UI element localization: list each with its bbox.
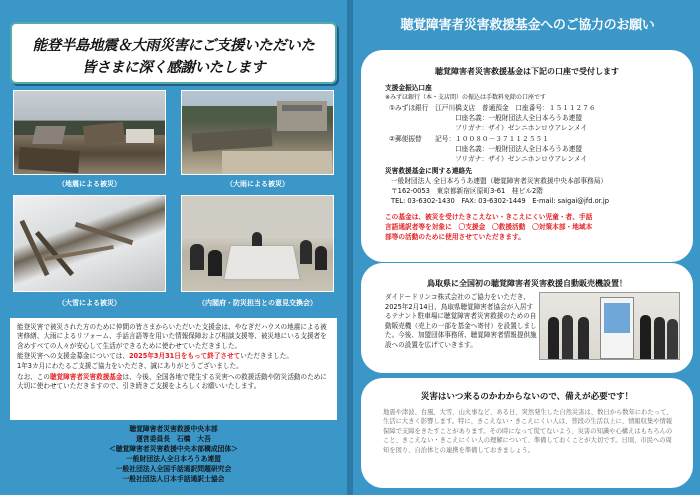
signature-line-2: 運営委員長 石橋 大吾 xyxy=(136,435,211,443)
contact-line1: 一般財団法人 全日本ろうあ連盟（聴覚障害者災害救援中央本部事務局） xyxy=(391,177,608,185)
bank1-line1: ①みずほ銀行 江戸川橋支店 普通預金 口座番号：１５１１２７６ xyxy=(389,104,596,112)
bank1-line3: フリガナ：ザイ）ゼンニホンロウアレンメイ xyxy=(455,124,588,132)
photo-meeting-cabinet-office xyxy=(181,195,334,292)
signature-line-1: 聴覚障害者災害救援中央本部 xyxy=(129,425,218,433)
bank2-line2: 口座名義：一般財団法人全日本ろうあ連盟 xyxy=(455,145,583,153)
support-account-heading: 支援金振込口座 xyxy=(385,84,432,92)
contact-line2: 〒162-0053 東京都新宿区原町3-61 桂ビル2階 xyxy=(391,187,543,195)
account-note: ※みずほ銀行（本・支店間）の振込は手数料免除の口座です xyxy=(385,94,547,101)
body-paragraph-4: なお、この聴覚障害者災害救援基金は、今後、全国各地で発生する災害への救援活動や防災活動のために大切に使わせていただきますので、引き続きご支援をよろしくお願いいたします。 xyxy=(17,372,327,391)
fund-purpose-line1: この基金は、被災を受けたきこえない・きこえにくい児童・者、手話 xyxy=(385,213,593,221)
thanks-title-line2: 皆さまに深く感謝いたします xyxy=(81,60,266,76)
preparedness-text: 地震や津波、台風、大雪、山火事など、ある日、突然発生した自然災害は、数日から数年にわたって、生活に大きく影響します。特に、きこえない・きこえにくい人は、普段の生活以上に、情報収集や情報保障で支障をきたすことがあります。その時になって慌てないよう、災害の知識や心構えはもちろんのこと、きこえない・きこえにくい人の理解について、準備しておくことが大切です。日頃、市民への周知を図り、自治体との連携を準備しておきましょう。 xyxy=(383,409,673,454)
signature-line-3: ＜聴覚障害者災害救援中央本部構成団体＞ xyxy=(108,445,239,453)
signature-line-6: 一般社団法人日本手話通訳士協会 xyxy=(122,475,225,483)
account-info-box xyxy=(361,50,693,262)
fund-purpose-line3: 部等の活動のために使用させていただきます。 xyxy=(385,233,525,241)
photo-heavy-rain-damage xyxy=(181,90,334,175)
body-paragraph-1: 能登災害で被災された方のために仲間の皆さまからいただいた支援金は、やなぎだハウスの地震による被害修繕、大雨によるリフォーム、手話言語等を用いた情報保障および相談支援等、被災地にいる支援者を含めすべての人々が安心して生活ができるために使わせていただきました。 xyxy=(17,323,327,350)
account-box-title: 聴覚障害者災害救援基金は下記の口座で受付します xyxy=(435,67,619,76)
contact-line3: TEL: 03-6302-1430 FAX: 03-6302-1449 E-mail: saigai@jfd.or.jp xyxy=(391,197,610,205)
signature-line-5: 一般社団法人全国手話通訳問題研究会 xyxy=(115,465,232,473)
fund-request-title: 聴覚障害者災害救援基金へのご協力のお願い xyxy=(400,18,655,33)
photo-earthquake-damage xyxy=(13,90,166,175)
photo-caption-earthquake: （地震による被災） xyxy=(58,180,121,188)
vending-box-title: 鳥取県に全国初の聴覚障害者災害救援自動販売機設置！ xyxy=(427,279,627,288)
right-page xyxy=(353,0,700,495)
thanks-title-box xyxy=(10,22,337,84)
vending-machine-photo xyxy=(539,292,680,360)
bank2-line3: フリガナ：ザイ）ゼンニホンロウアレンメイ xyxy=(455,155,588,163)
body-paragraph-3: 1年3カ月にわたるご支援ご協力をいただき、誠にありがとうございました。 xyxy=(17,362,243,371)
signature-line-4: 一般財団法人全日本ろうあ連盟 xyxy=(125,455,222,463)
photo-heavy-snow-damage xyxy=(13,195,166,292)
body-paragraph-2: 能登災害への支援金募金については、2025年3月31日をもって終了させていただきました。 xyxy=(17,352,293,361)
vending-box-text: ダイドードリンコ株式会社のご協力をいただき、2025年2月14日、鳥取県聴覚障害者協会が入居するテナント駐車場に聴覚障害者災害救援のための自動販売機（売上の一部を基金へ寄付）を設置しました。今後、加盟団体事務所、聴覚障害者情報提供施設への設置を広げていきます。 xyxy=(385,293,537,349)
left-page xyxy=(0,0,347,495)
photo-caption-heavy-rain: （大雨による被災） xyxy=(226,180,289,188)
contact-heading: 災害救援基金に関する連絡先 xyxy=(385,167,472,175)
bank2-line1: ②郵便振替 記号：１００８０－３７１１２５５１ xyxy=(389,135,549,143)
preparedness-box xyxy=(361,378,693,488)
preparedness-title: 災害はいつ来るのかわからないので、備えが必要です！ xyxy=(420,392,634,402)
photo-caption-heavy-snow: （大雪による被災） xyxy=(58,299,121,307)
bank1-line2: 口座名義：一般財団法人全日本ろうあ連盟 xyxy=(455,114,583,122)
fund-purpose-line2: 言語通訳者等を対象に 〇支援金 〇救援活動 〇対策本部・地域本 xyxy=(385,223,593,231)
photo-caption-meeting: （内閣府・防災担当との意見交換会） xyxy=(198,299,317,307)
thanks-title-line1: 能登半島地震＆大雨災害にご支援いただいた xyxy=(32,38,315,54)
thanks-body-text xyxy=(10,318,337,420)
